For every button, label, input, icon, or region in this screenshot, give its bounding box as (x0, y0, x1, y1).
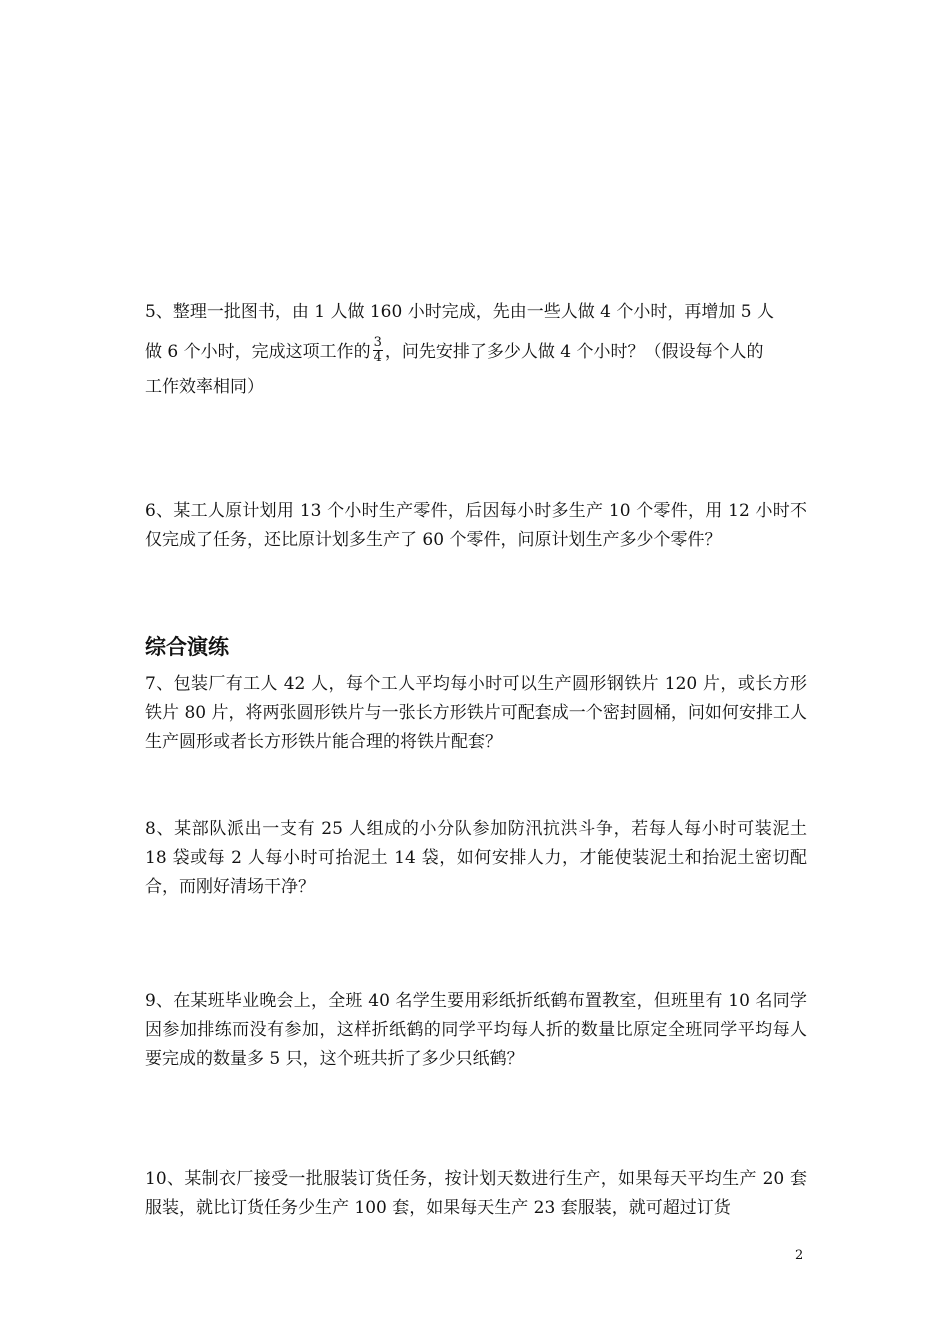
section-title: 综合演练 (145, 635, 229, 659)
problem-5-text-before-fraction: 做 6 个小时，完成这项工作的 (145, 342, 371, 362)
problem-8 (145, 815, 807, 902)
fraction-three-quarters (373, 336, 383, 365)
problem-5-line-3: 工作效率相同） (145, 377, 264, 397)
problem-10 (145, 1165, 807, 1223)
fraction-numerator: 3 (373, 335, 382, 350)
problem-6-text: 6、某工人原计划用 13 个小时生产零件，后因每小时多生产 10 个零件，用 12 小时不仅完成了任务，还比原计划多生产了 60 个零件，问原计划生产多少个零件？ (145, 501, 807, 550)
problem-9 (145, 987, 807, 1074)
problem-5-line-2 (145, 335, 807, 369)
fraction-denominator: 4 (373, 350, 382, 365)
page-number: 2 (795, 1248, 804, 1263)
problem-6 (145, 497, 807, 555)
problem-5 (145, 298, 807, 402)
problem-10-text: 10、某制衣厂接受一批服装订货任务，按计划天数进行生产，如果每天平均生产 20 套服装，就比订货任务少生产 100 套，如果每天生产 23 套服装，就可超过订货 (145, 1169, 807, 1218)
problem-5-line-1: 5、整理一批图书，由 1 人做 160 小时完成，先由一些人做 4 个小时，再增加 5 人 (145, 302, 774, 322)
problem-8-text: 8、某部队派出一支有 25 人组成的小分队参加防汛抗洪斗争，若每人每小时可装泥土 18 袋或每 2 人每小时可抬泥土 14 袋，如何安排人力，才能使装泥土和抬泥土密切配合，而刚好清场干净？ (145, 819, 807, 897)
problem-5-text-after-fraction: ，问先安排了多少人做 4 个小时？（假设每个人的 (384, 342, 764, 362)
problem-7-text: 7、包装厂有工人 42 人，每个工人平均每小时可以生产圆形钢铁片 120 片，或长方形铁片 80 片，将两张圆形铁片与一张长方形铁片可配套成一个密封圆桶，问如何安排工人生产圆形或者长方形铁片能合理的将铁片配套？ (145, 674, 807, 752)
problem-7 (145, 670, 807, 757)
problem-9-text: 9、在某班毕业晚会上，全班 40 名学生要用彩纸折纸鹤布置教室，但班里有 10 名同学因参加排练而没有参加，这样折纸鹤的同学平均每人折的数量比原定全班同学平均每人要完成的数量多 5 只，这个班共折了多少只纸鹤？ (145, 991, 807, 1069)
